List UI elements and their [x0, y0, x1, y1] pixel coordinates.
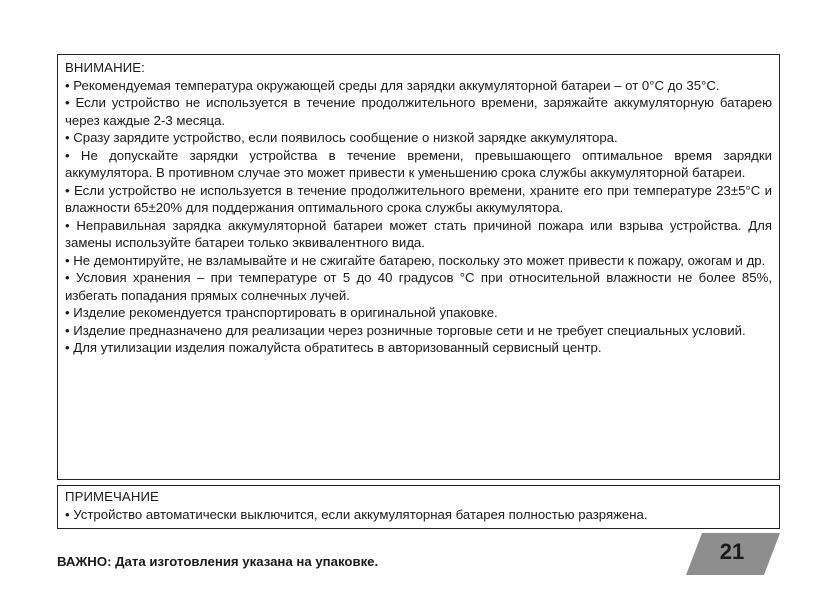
warning-title: ВНИМАНИЕ: — [65, 60, 145, 75]
warning-item-8: • Условия хранения – при температуре от 5 до 40 градусов °C при относительной влажности не более 85%, избегать попадания прямых солнечных лучей. — [65, 270, 772, 303]
warning-box — [57, 54, 780, 480]
warning-item-6: • Неправильная зарядка аккумуляторной батареи может стать причиной пожара или взрыва устройства. Для замены используйте батареи только эквивалентного вида. — [65, 217, 772, 250]
warning-item-5: • Если устройство не используется в течение продолжительного времени, храните его при температуре 23±5°C и влажности 65±20% для поддержания оптимального срока службы аккумулятора. — [65, 182, 772, 215]
note-title: ПРИМЕЧАНИЕ — [65, 489, 159, 504]
warning-item-4: • Не допускайте зарядки устройства в течение времени, превышающего оптимальное время зарядки аккумулятора. В противном случае это может привести к уменьшению срока службы аккумуляторной батареи. — [65, 147, 772, 180]
warning-item-9: • Изделие рекомендуется транспортировать в оригинальной упаковке. — [65, 305, 498, 320]
warning-item-10: • Изделие предназначено для реализации через розничные торговые сети и не требует специальных условий. — [65, 322, 746, 338]
warning-item-1: • Рекомендуемая температура окружающей среды для зарядки аккумуляторной батареи – от 0°C до 35°C. — [65, 77, 720, 93]
important-notice: ВАЖНО: Дата изготовления указана на упаковке. — [57, 554, 379, 569]
warning-item-3: • Сразу зарядите устройство, если появилось сообщение о низкой зарядке аккумулятора. — [65, 130, 618, 145]
warning-item-7: • Не демонтируйте, не взламывайте и не сжигайте батарею, поскольку это может привести к пожару, ожогам и др. — [65, 252, 766, 268]
page-number: 21 — [719, 539, 745, 564]
note-box — [57, 485, 780, 529]
warning-item-11: • Для утилизации изделия пожалуйста обратитесь в авторизованный сервисный центр. — [65, 340, 602, 355]
note-text: • Устройство автоматически выключится, если аккумуляторная батарея полностью разряжена. — [65, 506, 648, 522]
warning-item-2: • Если устройство не используется в течение продолжительного времени, заряжайте аккумуляторную батарею через каждые 2-3 месяца. — [65, 95, 772, 128]
